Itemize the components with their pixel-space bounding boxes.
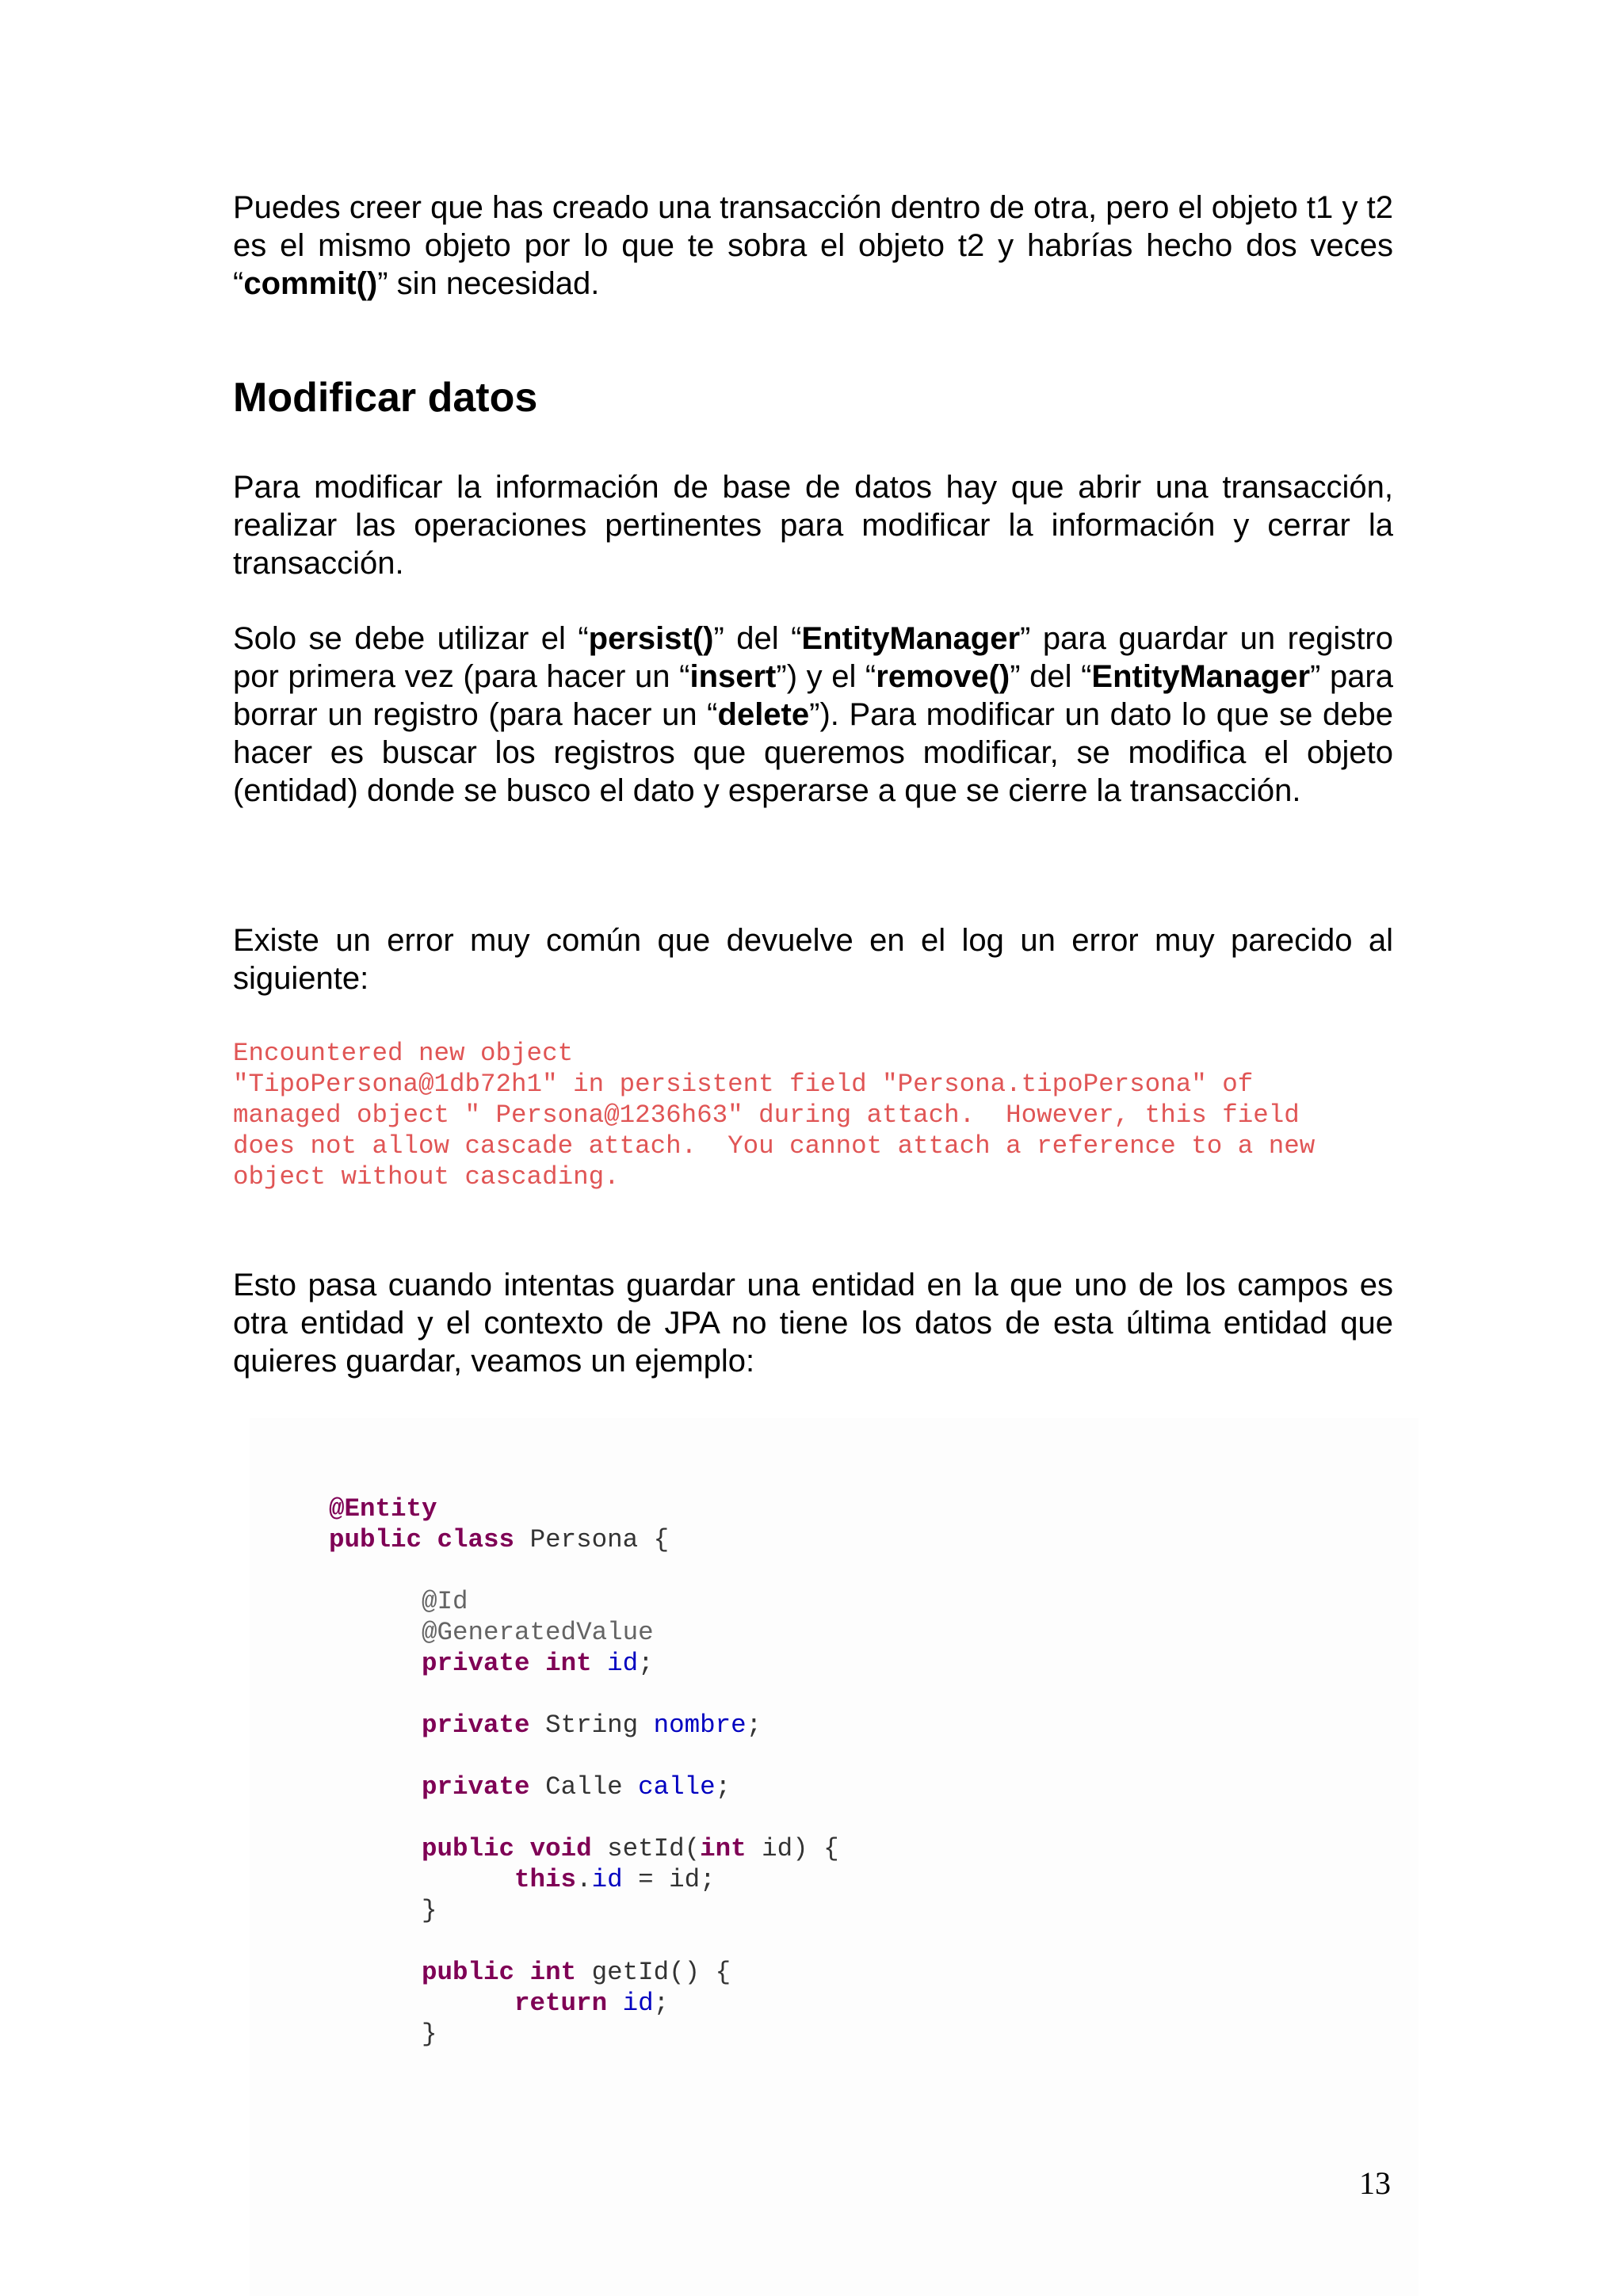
error-line: "TipoPersona@1db72h1" in persistent field "Persona.tipoPersona" of [233, 1070, 1254, 1099]
error-log-block [233, 1038, 1414, 1192]
error-line: managed object " Persona@1236h63" during attach. However, this field [233, 1100, 1300, 1130]
paragraph-common-error: Existe un error muy común que devuelve en el log un error muy parecido al siguiente: [233, 923, 1393, 996]
error-line: Encountered new object [233, 1039, 574, 1068]
error-line: does not allow cascade attach. You cannot attach a reference to a new [233, 1131, 1316, 1161]
paragraph-modify-intro: Para modificar la información de base de datos hay que abrir una transacción, realizar las operaciones pertinentes para modificar la información y cerrar la transacción. [233, 470, 1393, 581]
error-line: object without cascading. [233, 1162, 620, 1192]
code-listing: @Entity public class Persona { @Id @GeneratedValue private int id; private String nombre; private Calle calle; public void setId(int id) { this.id = id; } public int getId() { return id; } [329, 1494, 839, 2049]
paragraph-explanation: Esto pasa cuando intentas guardar una entidad en la que uno de los campos es otra entidad y el contexto de JPA no tiene los datos de esta última entidad que quieres guardar, veamos un ejemplo: [233, 1268, 1393, 1379]
paragraph-transaction-note: Puedes creer que has creado una transacción dentro de otra, pero el objeto t1 y t2 es el mismo objeto por lo que te sobra el objeto t2 y habrías hecho dos veces “commit()” sin necesidad. [233, 190, 1393, 301]
page-number: 13 [1359, 2165, 1391, 2201]
section-heading: Modificar datos [233, 375, 538, 421]
paragraph-persist-remove: Solo se debe utilizar el “persist()” del “EntityManager” para guardar un registro por primera vez (para hacer un “insert”) y el “remove()” del “EntityManager” para borrar un registro (para hacer un “delete”). Para modificar un dato lo que se debe hacer es buscar los registros que queremos modificar, se modifica el objeto (entidad) donde se busco el dato y esperarse a que se cierre la transacción. [233, 621, 1394, 808]
